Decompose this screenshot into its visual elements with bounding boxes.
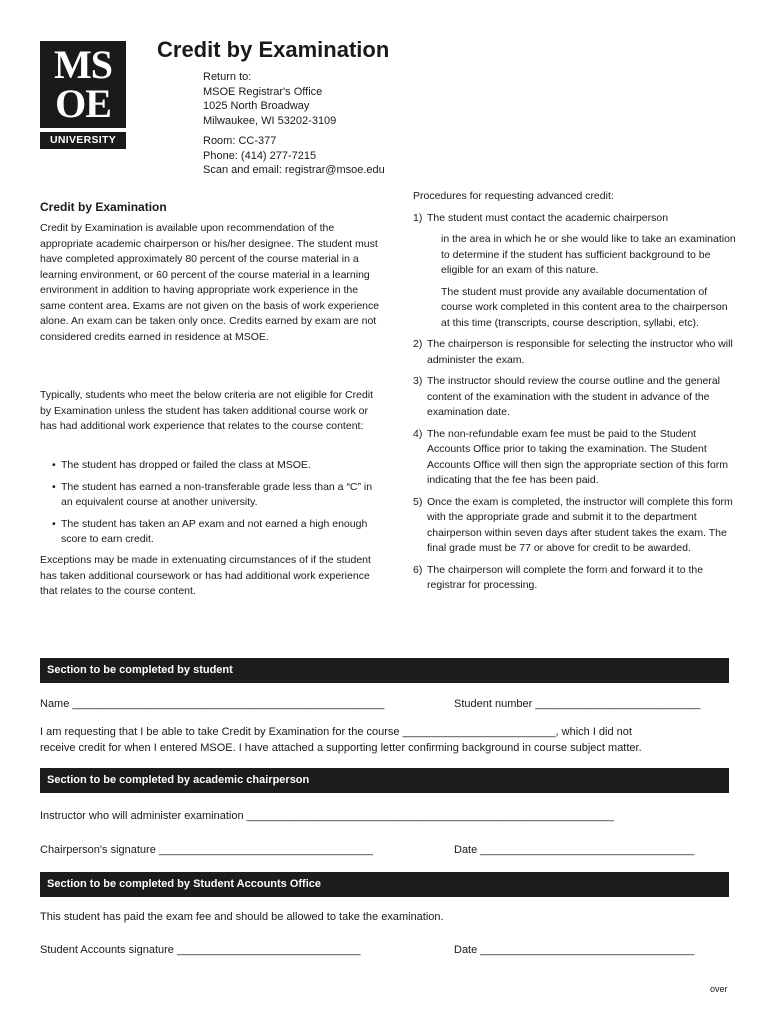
step-number: 2): [413, 338, 423, 350]
instructor-field[interactable]: Instructor who will administer examination ____________________________________________________________: [40, 810, 614, 822]
return-address: [203, 70, 336, 128]
step-detail: The student must provide any available documentation of course work completed in this content area to the chairperson at this time (transcripts, course description, syllabi, etc).: [441, 285, 728, 329]
fee-paid-statement: This student has paid the exam fee and should be allowed to take the examination.: [40, 911, 444, 923]
criteria-paragraph: [40, 388, 380, 435]
msoe-logo: [40, 41, 126, 149]
contact-email[interactable]: Scan and email: registrar@msoe.edu: [203, 164, 385, 176]
procedure-step: [413, 374, 738, 421]
step-text: Once the exam is completed, the instructor will complete this form with the appropriate grade and submit it to the department chairperson within seven days after student takes the exam. The final grade must be 77 or above for credit to be awarded.: [427, 495, 733, 554]
chair-date-field[interactable]: Date ___________________________________: [454, 844, 695, 856]
paragraph-text: Exceptions may be made in extenuating circumstances of if the student has taken additional coursework or has had additional work experience that relates to the course content.: [40, 554, 371, 597]
step-number: 4): [413, 427, 423, 440]
chair-signature-field[interactable]: Chairperson's signature ___________________________________: [40, 844, 374, 856]
contact-phone: Phone: (414) 277-7215: [203, 149, 317, 162]
procedure-step: [413, 211, 738, 332]
list-item: • The student has taken an AP exam and not earned a high enough score to earn credit.: [52, 517, 382, 548]
chair-section-header: Section to be completed by academic chairperson: [40, 768, 729, 793]
step-number: 6): [413, 563, 423, 576]
step-number: 3): [413, 375, 423, 387]
student-number-field[interactable]: Student number ___________________________: [454, 698, 701, 710]
contact-info: [203, 134, 385, 178]
step-text: The instructor should review the course outline and the general content of the examination with the student in advance of the examination date.: [427, 375, 721, 418]
page-title: Credit by Examination: [157, 37, 390, 62]
logo-line2: OE: [55, 81, 111, 126]
student-section-header: Section to be completed by student: [40, 658, 729, 683]
step-number: 1): [413, 211, 423, 224]
address-line: MSOE Registrar's Office: [203, 85, 323, 98]
procedure-step: [413, 427, 738, 489]
section-heading: Credit by Examination: [40, 200, 167, 214]
address-line: Milwaukee, WI 53202-3109: [203, 114, 337, 127]
procedure-step: [413, 495, 738, 557]
logo-university: UNIVERSITY: [40, 132, 126, 149]
list-item: • The student has earned a non-transferable grade less than a “C” in an equivalent course at another university.: [52, 480, 382, 511]
step-text: The student must contact the academic chairperson: [427, 211, 669, 224]
address-line: 1025 North Broadway: [203, 100, 310, 112]
accounts-signature-field[interactable]: Student Accounts signature ______________________________: [40, 944, 361, 956]
intro-paragraph: [40, 221, 380, 345]
logo-line1: MS: [54, 42, 112, 87]
accounts-section-header: Section to be completed by Student Accounts Office: [40, 872, 729, 897]
step-text: The non-refundable exam fee must be paid to the Student Accounts Office prior to taking the examination. The Student Accounts Office will then sign the appropriate section of this form indicating that the fee has been paid.: [427, 427, 728, 486]
address-line: Return to:: [203, 71, 252, 83]
paragraph-text: Credit by Examination is available upon recommendation of the appropriate academic chairperson or his/her designee. The student must have completed approximately 80 percent of the course material in a learning environment, or 60 percent of the course material in a learning environment in addition to having appropriate work experience in the same content area. Exams are not given on the basis of work experience alone. An exam can be taken only once. Credits earned by exam are not considered credits earned in residence at MSOE.: [40, 222, 380, 343]
procedure-step: [413, 337, 738, 368]
page-footer-over: over: [710, 984, 728, 994]
accounts-date-field[interactable]: Date ___________________________________: [454, 944, 695, 956]
step-text: The chairperson will complete the form and forward it to the registrar for processing.: [427, 563, 704, 591]
procedures-heading: Procedures for requesting advanced credit:: [413, 190, 614, 202]
course-request-line[interactable]: I am requesting that I be able to take Credit by Examination for the course _________________________, which I did not: [40, 726, 632, 738]
criteria-list: [52, 458, 382, 554]
step-detail: in the area in which he or she would like to take an examination to determine if the student has sufficient background to be eligible for an exam of this nature.: [441, 233, 736, 276]
list-item: • The student has dropped or failed the class at MSOE.: [52, 458, 382, 474]
name-field[interactable]: Name ___________________________________________________: [40, 698, 385, 710]
step-number: 5): [413, 495, 423, 508]
course-request-line: receive credit for when I entered MSOE. I have attached a supporting letter confirming background in course subject matter.: [40, 742, 642, 754]
paragraph-text: Typically, students who meet the below criteria are not eligible for Credit by Examination unless the student has taken additional course work or has had additional work experience that relates to the course content:: [40, 389, 374, 432]
procedures: [413, 189, 738, 600]
step-text: The chairperson is responsible for selecting the instructor who will administer the exam.: [427, 338, 733, 366]
exceptions-paragraph: [40, 553, 380, 600]
procedure-step: [413, 563, 738, 594]
logo-mark: [40, 41, 126, 128]
contact-room: Room: CC-377: [203, 135, 277, 147]
